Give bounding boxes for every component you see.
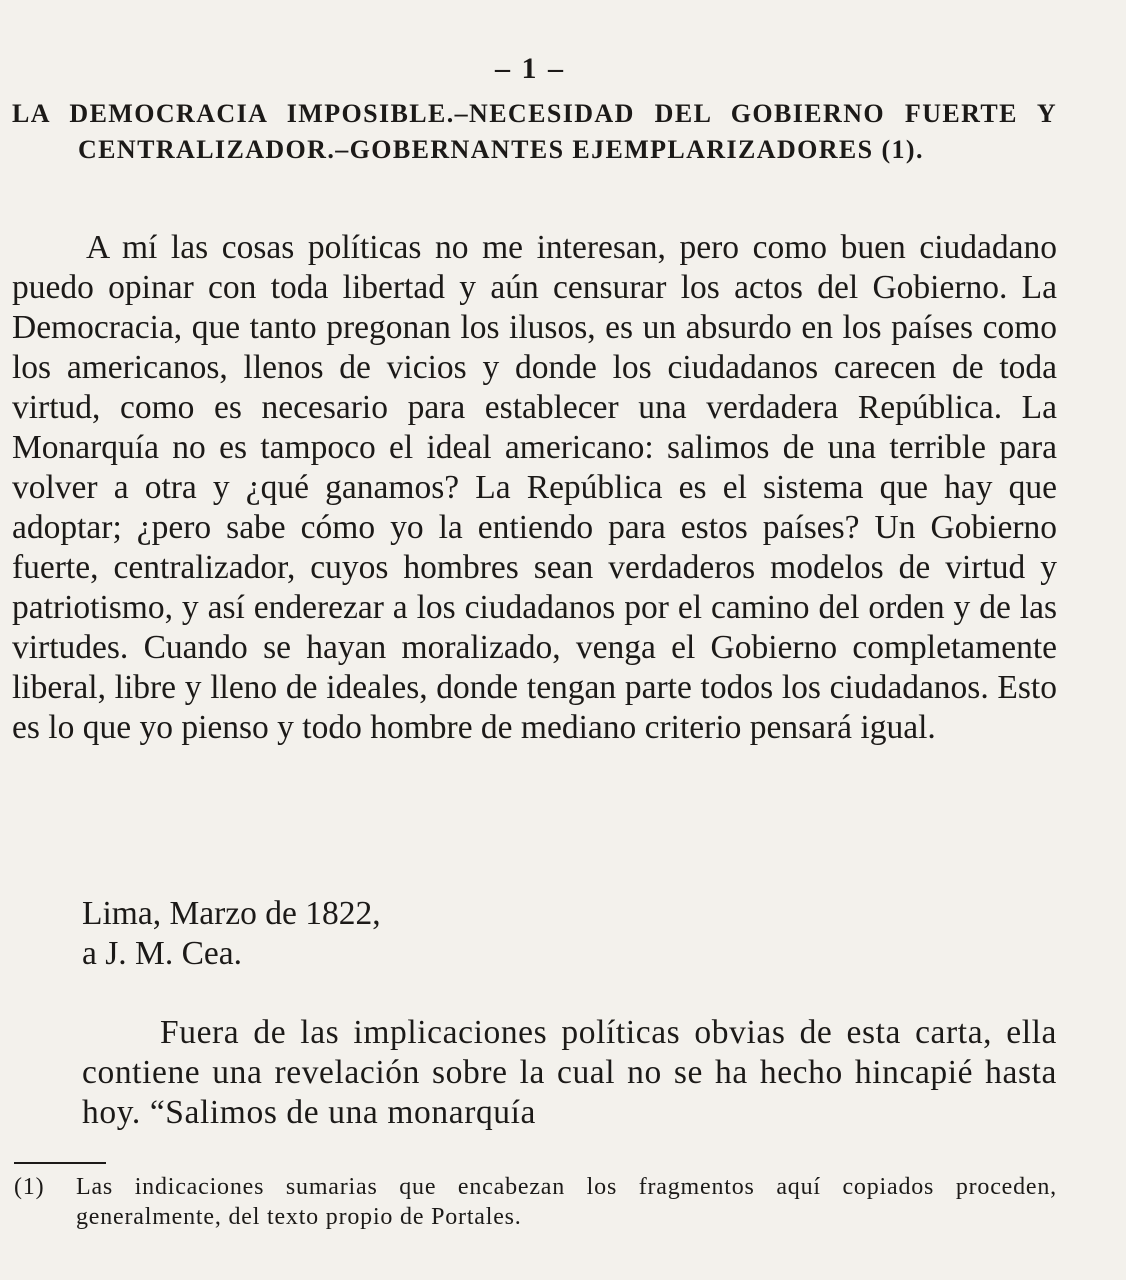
signature-recipient: a J. M. Cea. (82, 935, 243, 972)
signature-place-date: Lima, Marzo de 1822, (82, 895, 381, 932)
letter-signature (82, 894, 381, 974)
footnote-divider (14, 1162, 106, 1164)
section-heading: LA DEMOCRACIA IMPOSIBLE.–NECESIDAD DEL GOBIERNO FUERTE Y CENTRALIZADOR.–GOBERNANTES EJEMPLARIZADORES (1). (12, 99, 1057, 164)
letter-body: A mí las cosas políticas no me interesan, pero como buen ciudadano puedo opinar con toda libertad y aún censurar los actos del Gobierno. La Democracia, que tanto pregonan los ilusos, es un absurdo en los países como los americanos, llenos de vicios y donde los ciudadanos carecen de toda virtud, como es necesario para establecer una verdadera República. La Monarquía no es tampoco el ideal americano: salimos de una terrible para volver a otra y ¿qué ganamos? La República es el sistema que hay que adoptar; ¿pero sabe cómo yo la entiendo para estos países? Un Gobierno fuerte, centralizador, cuyos hombres sean verdaderos modelos de virtud y patriotismo, y así enderezar a los ciudadanos por el camino del orden y de las virtudes. Cuando se hayan moralizado, venga el Gobierno completamente liberal, libre y lleno de ideales, donde tengan parte todos los ciudadanos. Esto es lo que yo pienso y todo hombre de mediano criterio pensará igual. (12, 229, 1057, 746)
commentary-paragraph: Fuera de las implicaciones políticas obvias de esta carta, ella contiene una revelación sobre la cual no se ha hecho hincapié hasta hoy. “Salimos de una monarquía (82, 1014, 1057, 1131)
footnote-marker: (1) (14, 1174, 45, 1200)
footnote (14, 1172, 1057, 1232)
footnote-text: Las indicaciones sumarias que encabezan los fragmentos aquí copiados proceden, generalmente, del texto propio de Portales. (76, 1174, 1057, 1230)
page-number: – 1 – (495, 52, 565, 85)
